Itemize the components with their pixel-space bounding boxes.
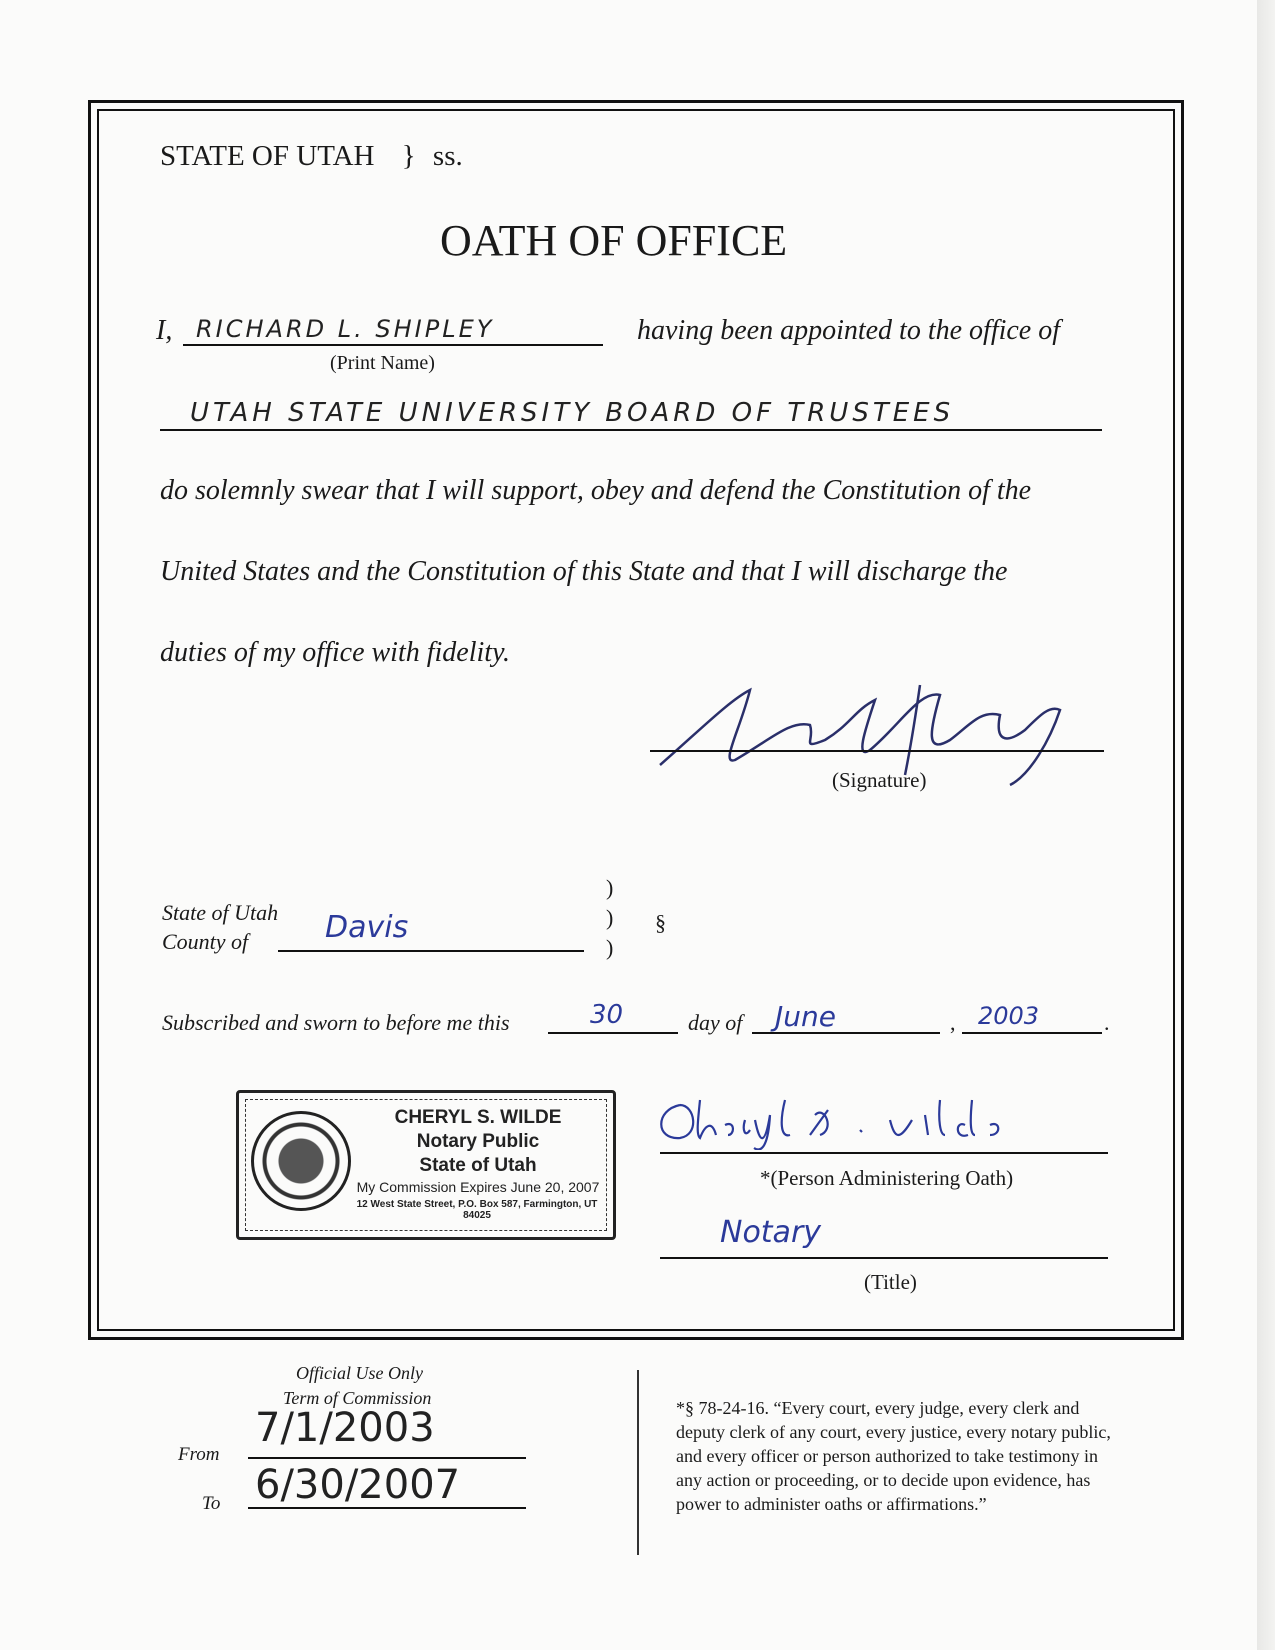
- oath-prefix: I,: [156, 315, 173, 346]
- footnote-line-3: and every officer or person authorized to take testimony in: [676, 1446, 1099, 1466]
- state-heading: [160, 140, 463, 173]
- ss-text: ss.: [432, 140, 463, 172]
- stamp-line-3: My Commission Expires June 20, 2007: [356, 1179, 600, 1195]
- footnote-line-4: any action or proceeding, or to decide upon evidence, has: [676, 1470, 1091, 1490]
- month-value: June: [775, 1000, 836, 1033]
- footnote: [676, 1396, 1111, 1516]
- to-label: To: [202, 1493, 221, 1514]
- day-line: [548, 1032, 678, 1034]
- signature-line: [650, 750, 1104, 752]
- official-heading-1: Official Use Only: [296, 1363, 423, 1383]
- print-name-line: [183, 344, 603, 346]
- section-symbol: §: [655, 910, 666, 935]
- paren-1: ): [606, 875, 614, 900]
- signature-label: (Signature): [832, 768, 927, 792]
- state-text: STATE OF UTAH: [160, 140, 375, 172]
- stamp-line-4: 12 West State Street, P.O. Box 587, Farmington, UT 84025: [356, 1199, 598, 1221]
- stamp-name: CHERYL S. WILDE: [394, 1107, 562, 1128]
- appointed-text: having been appointed to the office of: [637, 315, 1061, 346]
- office-value: UTAH STATE UNIVERSITY BOARD OF TRUSTEES: [190, 398, 955, 428]
- notary-stamp: [236, 1090, 616, 1240]
- official-heading-2: Term of Commission: [283, 1388, 432, 1408]
- footnote-line-2: deputy clerk of any court, every justice, every notary public,: [676, 1422, 1111, 1442]
- state-seal-icon: [251, 1111, 351, 1211]
- from-label: From: [178, 1444, 220, 1465]
- from-line: [248, 1457, 526, 1459]
- administrator-signature-image: [650, 1090, 1070, 1150]
- county-value: Davis: [325, 910, 409, 945]
- period: .: [1104, 1010, 1110, 1035]
- oath-line-3: duties of my office with fidelity.: [160, 637, 510, 668]
- to-value: 6/30/2007: [255, 1462, 461, 1508]
- subscribed-prefix: Subscribed and sworn to before me this: [162, 1010, 510, 1035]
- page-title: OATH OF OFFICE: [440, 216, 788, 265]
- county-line: [278, 950, 584, 952]
- footnote-line-1: *§ 78-24-16. “Every court, every judge, every clerk and: [676, 1398, 1080, 1418]
- stamp-line-1: Notary Public: [416, 1131, 540, 1152]
- administrator-label: *(Person Administering Oath): [760, 1166, 1014, 1190]
- administrator-line: [660, 1152, 1108, 1154]
- oath-line-2: United States and the Constitution of this State and that I will discharge the: [160, 556, 1008, 587]
- oath-line-1: do solemnly swear that I will support, obey and defend the Constitution of the: [160, 475, 1032, 506]
- day-value: 30: [590, 1000, 624, 1030]
- footnote-line-5: power to administer oaths or affirmations.”: [676, 1494, 987, 1514]
- print-name-label: (Print Name): [330, 352, 435, 374]
- from-value: 7/1/2003: [255, 1405, 435, 1451]
- to-line: [248, 1507, 526, 1509]
- venue-county-label: County of: [162, 929, 249, 954]
- brace: }: [401, 140, 416, 172]
- paren-2: ): [606, 905, 614, 930]
- venue-state-label: State of Utah: [162, 900, 279, 925]
- paren-3: ): [606, 935, 614, 960]
- page-edge: [1257, 0, 1275, 1650]
- office-line: [160, 429, 1102, 431]
- comma: ,: [950, 1010, 956, 1035]
- stamp-line-2: State of Utah: [419, 1155, 537, 1176]
- title-line: [660, 1257, 1108, 1259]
- title-label: (Title): [864, 1270, 917, 1294]
- year-line: [962, 1032, 1102, 1034]
- year-value: 2003: [978, 1002, 1040, 1030]
- day-of-text: day of: [688, 1010, 743, 1035]
- print-name-value: RICHARD L. SHIPLEY: [196, 315, 495, 343]
- divider-line: [637, 1370, 639, 1555]
- title-value: Notary: [720, 1215, 822, 1250]
